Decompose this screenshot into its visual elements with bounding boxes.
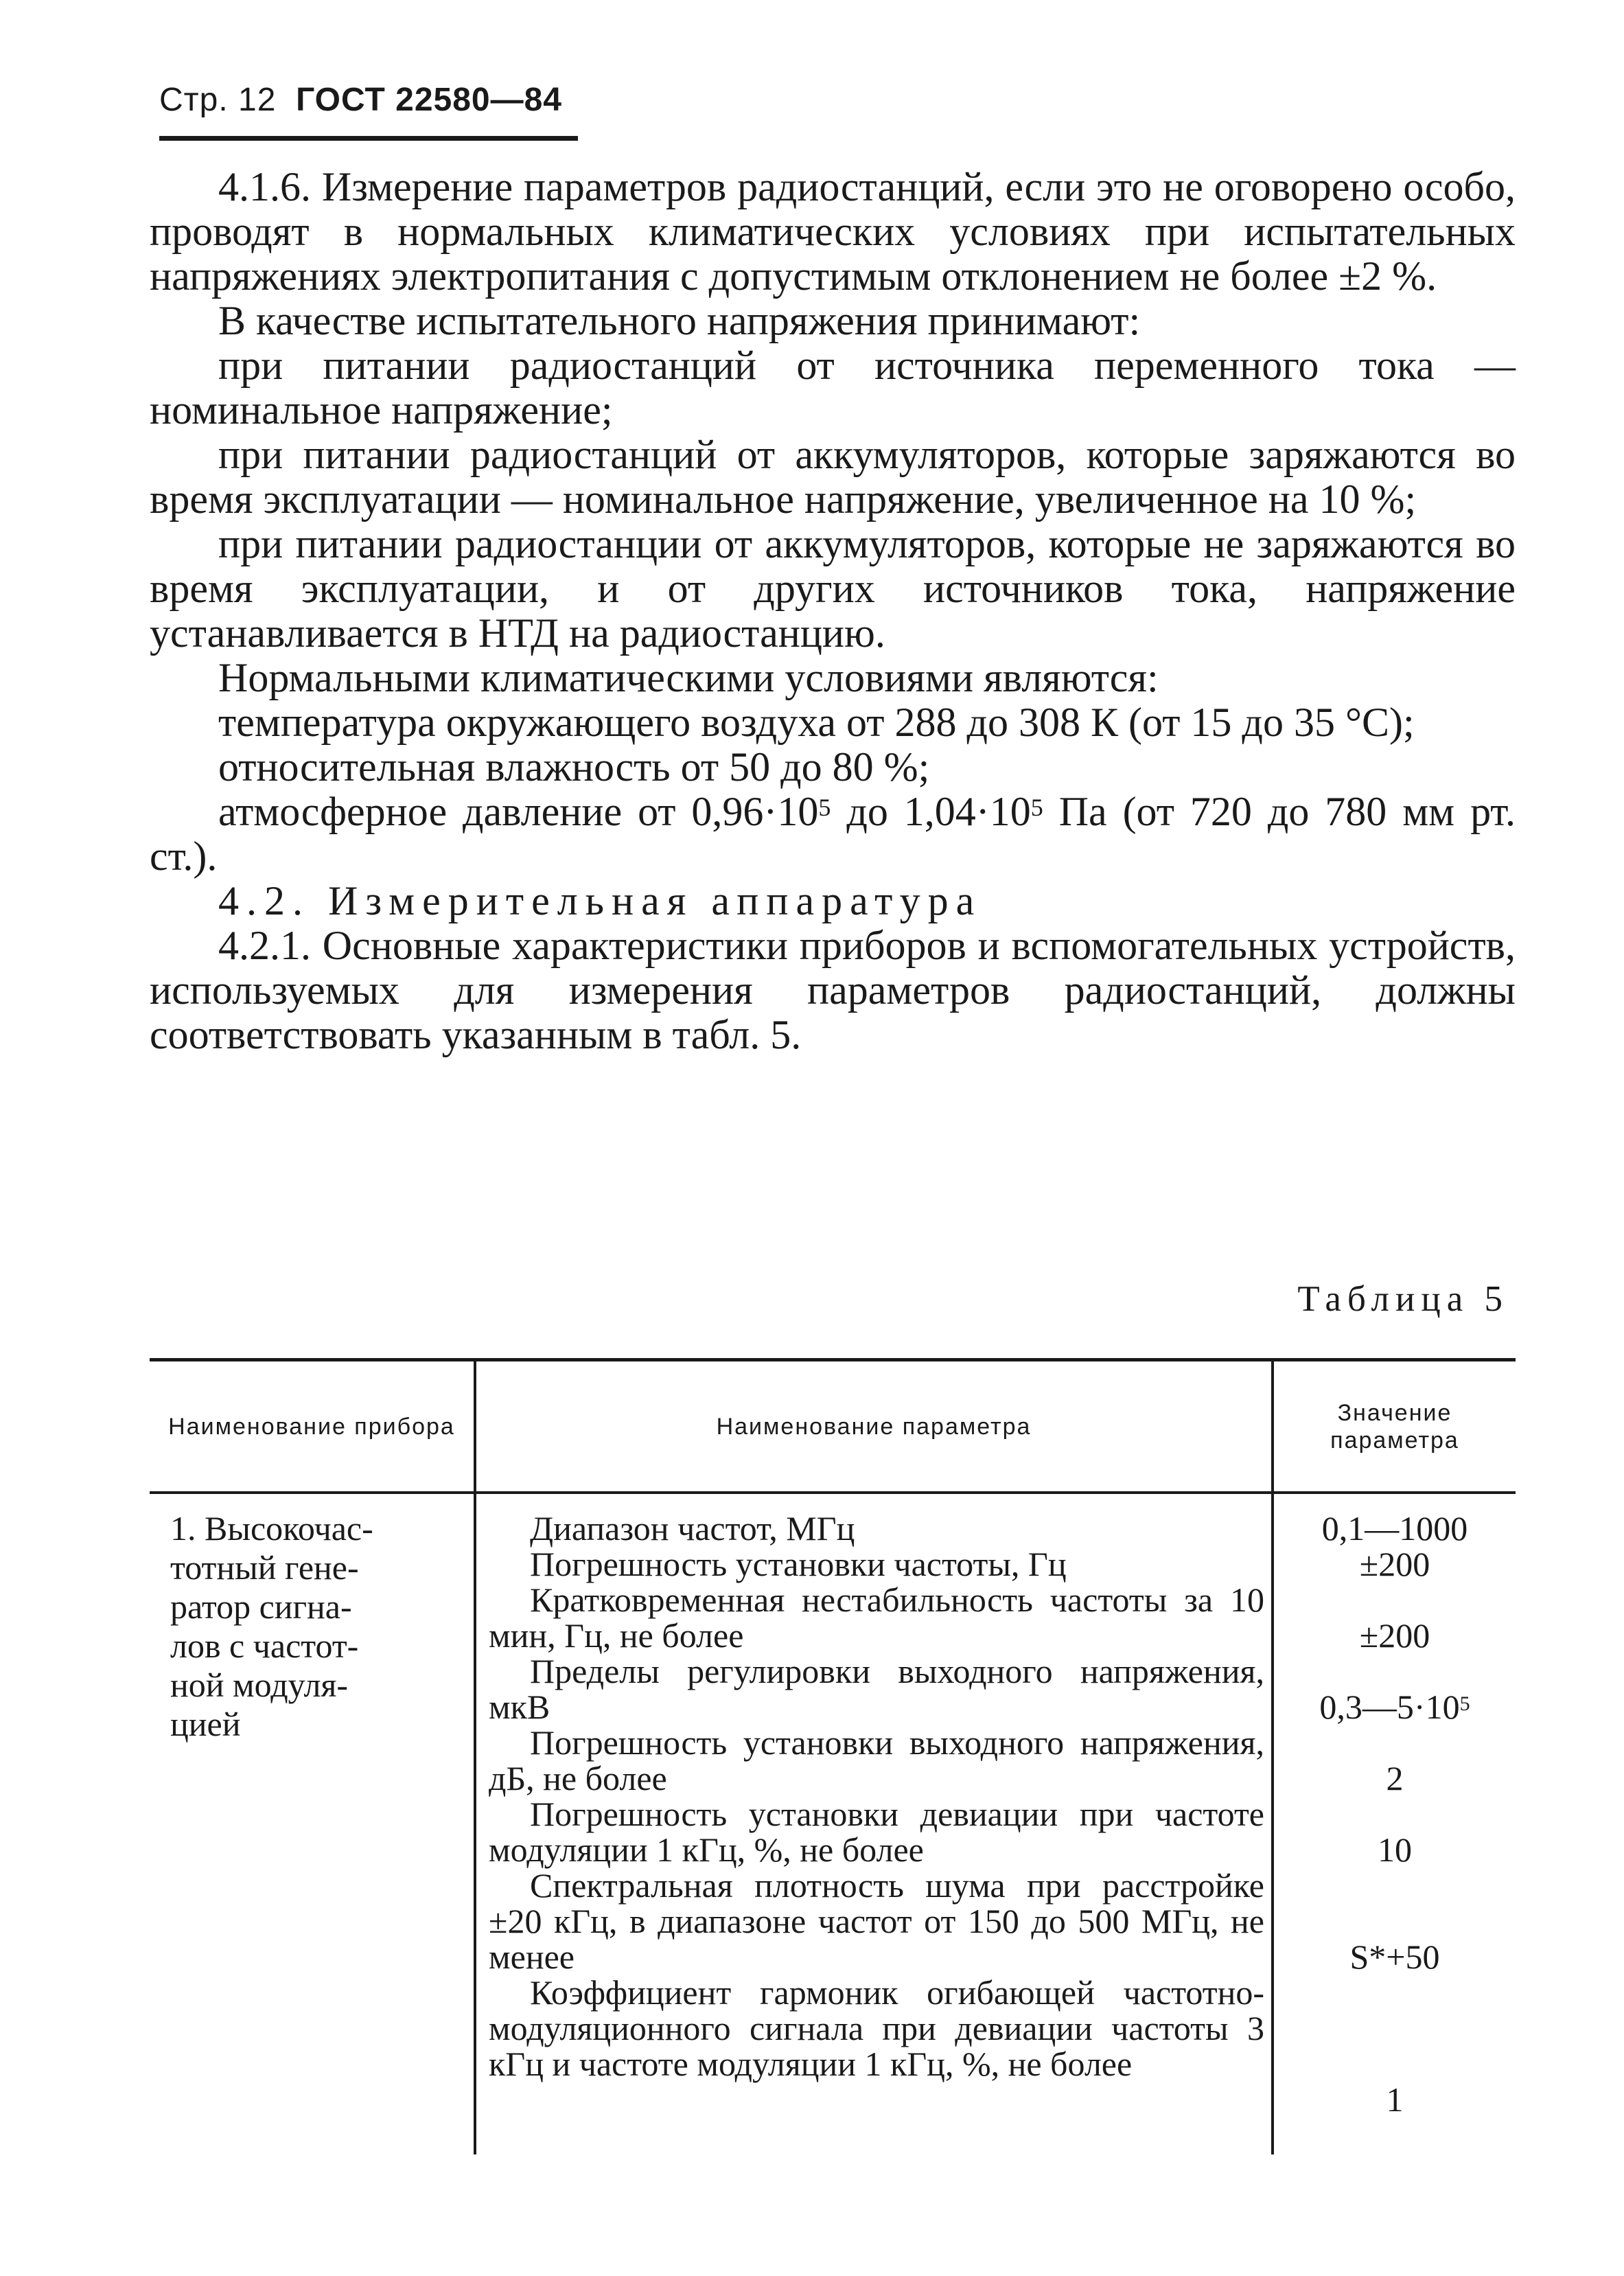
value-frequency-range: 0,1—1000 bbox=[1321, 1509, 1468, 1548]
paragraph-test-voltage: В качестве испытательного напряжения принимают: bbox=[218, 298, 1141, 343]
param-deviation-error: Погрешность установки девиации при частоте модуляции 1 кГц, %, не более bbox=[489, 1795, 1264, 1869]
body-text bbox=[150, 165, 1516, 1057]
table-header-rule bbox=[150, 1491, 1516, 1494]
paragraph-humidity: относительная влажность от 50 до 80 %; bbox=[218, 744, 930, 790]
paragraph-pressure: атмосферное давление от $0,96\cdot 10^5$ до $1,04\cdot 10^5$ Па (от 720 до 780 мм рт. ст.). bbox=[150, 789, 1516, 879]
param-noise-spectral-density: Спектральная плотность шума при расстройке ±20 кГц, в диапазоне частот от 150 до 500 МГц, не менее bbox=[489, 1866, 1264, 1976]
paragraph-temperature: температура окружающего воздуха от 288 до 308 К (от 15 до 35 °С); bbox=[218, 700, 1415, 745]
value-output-voltage-range: $0,3—5\cdot 10^5$ bbox=[1319, 1688, 1470, 1726]
param-short-term-instability: Кратковременная нестабильность частоты за 10 мин, Гц, не более bbox=[489, 1580, 1264, 1655]
table-5 bbox=[150, 1358, 1516, 2154]
page-header bbox=[159, 81, 562, 119]
value-frequency-error: ±200 bbox=[1359, 1545, 1430, 1583]
paragraph-ac-source: при питании радиостанций от источника переменного тока — номинальное напряжение; bbox=[150, 343, 1516, 433]
param-frequency-range: Диапазон частот, МГц bbox=[530, 1509, 855, 1548]
value-harmonic-coefficient: 1 bbox=[1386, 2080, 1404, 2119]
value-short-term-instability: ±200 bbox=[1359, 1616, 1430, 1655]
column-header-value: Значение параметра bbox=[1330, 1400, 1459, 1453]
paragraph-climate-conditions: Нормальными климатическими условиями являются: bbox=[218, 655, 1159, 700]
page-number: Стр. 12 bbox=[159, 82, 277, 118]
device-name: 1. Высокочас- тотный гене- ратор сигна- лов с частот- ной модуля- цией bbox=[170, 1509, 373, 1743]
header-rule bbox=[159, 136, 578, 141]
value-deviation-error: 10 bbox=[1378, 1830, 1412, 1869]
paragraph-4-1-6: 4.1.6. Измерение параметров радиостанций, если это не оговорено особо, проводят в нормальных климатических условиях при испытательных напряжениях электропитания с допустимым отклонением не более ±2 %. bbox=[150, 164, 1516, 299]
value-noise-spectral-density: S*+50 bbox=[1349, 1938, 1440, 1976]
standard-designation: ГОСТ 22580—84 bbox=[296, 82, 562, 118]
table-caption: Таблица 5 bbox=[1297, 1279, 1509, 1319]
value-output-voltage-error: 2 bbox=[1386, 1759, 1404, 1797]
section-heading-4-2: 4.2. Измерительная аппаратура bbox=[218, 878, 982, 923]
paragraph-rechargeable: при питании радиостанций от аккумуляторов, которые заряжаются во время эксплуатации — номинальное напряжение, увеличенное на 10 %; bbox=[150, 432, 1516, 522]
column-header-parameter: Наименование параметра bbox=[716, 1414, 1032, 1440]
table-top-rule bbox=[150, 1358, 1516, 1361]
paragraph-non-rechargeable: при питании радиостанции от аккумуляторов, которые не заряжаются во время эксплуатации, и от других источников тока, напряжение устанавливается в НТД на радиостанцию. bbox=[150, 521, 1516, 656]
param-output-voltage-error: Погрешность установки выходного напряжения, дБ, не более bbox=[489, 1723, 1264, 1797]
param-frequency-error: Погрешность установки частоты, Гц bbox=[530, 1545, 1067, 1583]
column-header-device: Наименование прибора bbox=[168, 1414, 455, 1440]
paragraph-4-2-1: 4.2.1. Основные характеристики приборов и вспомогательных устройств, используемых для измерения параметров радиостанций, должны соответствовать указанным в табл. 5. bbox=[150, 923, 1516, 1057]
param-output-voltage-range: Пределы регулировки выходного напряжения, мкВ bbox=[489, 1652, 1264, 1726]
param-harmonic-coefficient: Коэффициент гармоник огибающей частотно-модуляционного сигнала при девиации частоты 3 кГц и частоте модуляции 1 кГц, %, не более bbox=[489, 1973, 1264, 2083]
